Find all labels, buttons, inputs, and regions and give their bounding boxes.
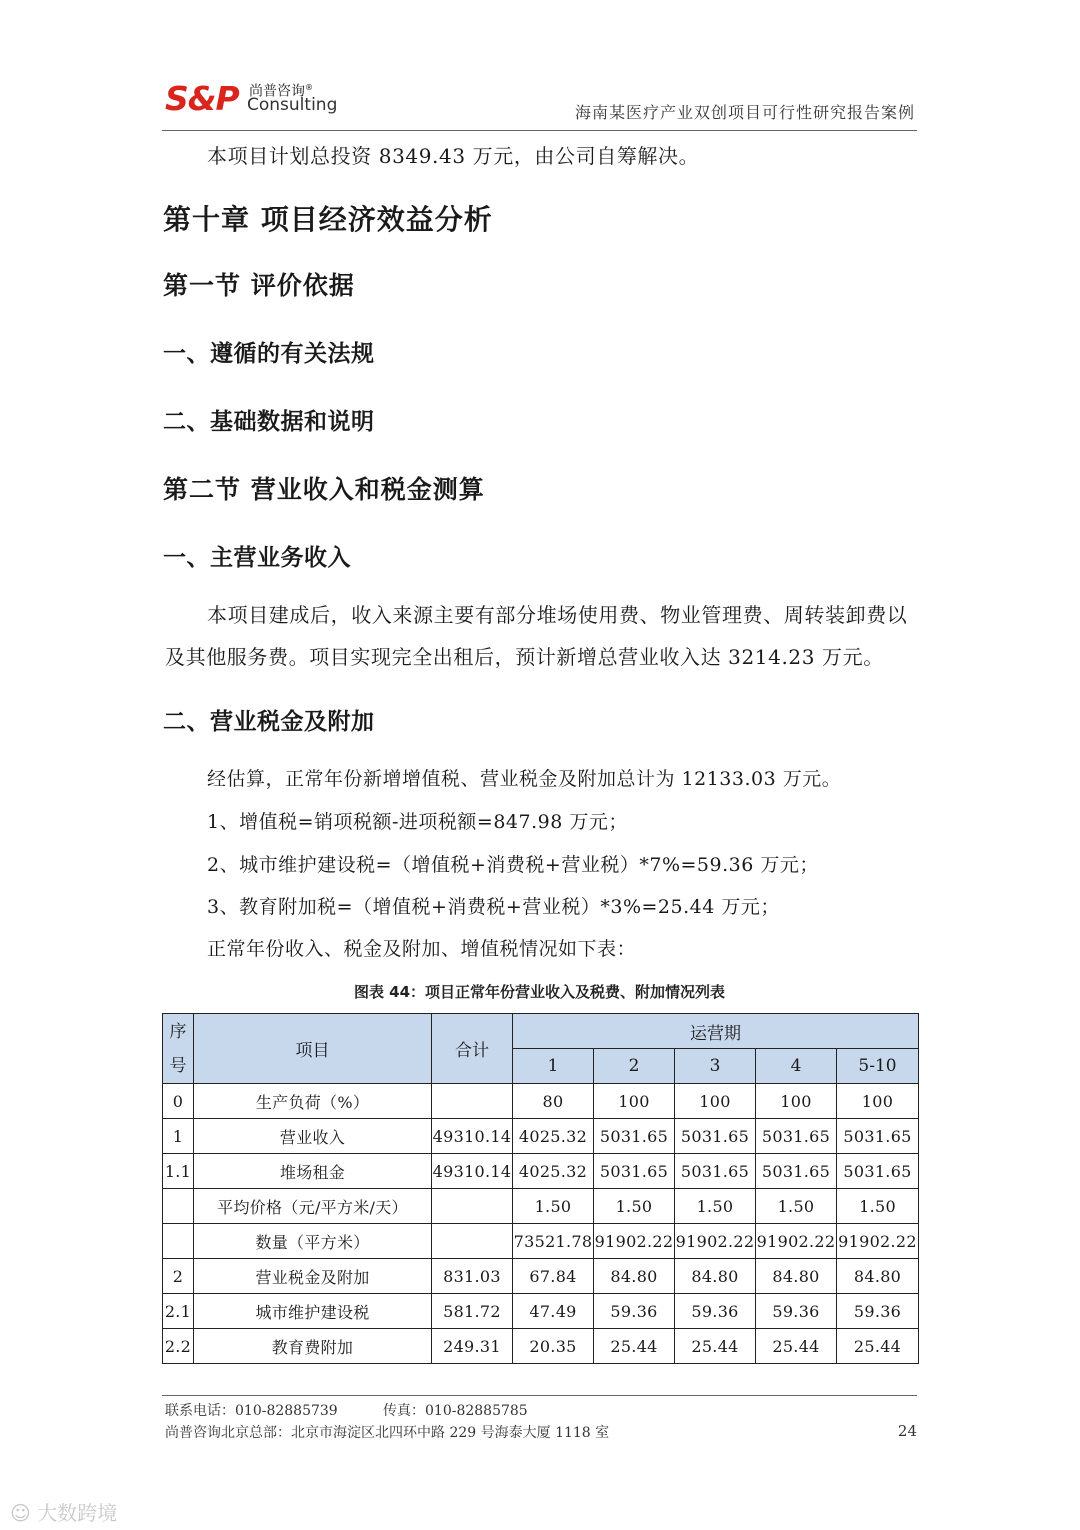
footer-divider — [162, 1395, 917, 1396]
cell-total: 249.31 — [432, 1329, 513, 1364]
cell-value: 1.50 — [513, 1189, 594, 1224]
period-header: 3 — [675, 1049, 756, 1084]
cell-value: 100 — [837, 1084, 919, 1119]
cell-no: 2.2 — [163, 1329, 194, 1364]
chapter-heading: 第十章 项目经济效益分析 — [163, 203, 493, 236]
cell-value: 100 — [675, 1084, 756, 1119]
cell-item: 平均价格（元/平方米/天） — [194, 1189, 432, 1224]
cell-item: 城市维护建设税 — [194, 1294, 432, 1329]
cell-item: 生产负荷（%） — [194, 1084, 432, 1119]
cell-value: 1.50 — [837, 1189, 919, 1224]
cell-value: 1.50 — [756, 1189, 837, 1224]
section-heading: 第一节 评价依据 — [163, 271, 355, 300]
cell-value: 5031.65 — [756, 1154, 837, 1189]
cell-no — [163, 1224, 194, 1259]
period-header: 4 — [756, 1049, 837, 1084]
table-row — [163, 1294, 919, 1329]
cell-value: 5031.65 — [756, 1119, 837, 1154]
cell-total — [432, 1189, 513, 1224]
table-row — [163, 1084, 919, 1119]
period-header: 5-10 — [837, 1049, 919, 1084]
column-header-item: 项目 — [194, 1014, 432, 1084]
footer-phone: 联系电话：010-82885739 — [165, 1403, 338, 1419]
cell-value: 25.44 — [675, 1329, 756, 1364]
cell-no: 2 — [163, 1259, 194, 1294]
logo-english-name: Consulting — [247, 95, 338, 115]
cell-item: 堆场租金 — [194, 1154, 432, 1189]
cell-value: 5031.65 — [837, 1154, 919, 1189]
table-row — [163, 1259, 919, 1294]
table-caption: 图表 44：项目正常年份营业收入及税费、附加情况列表 — [353, 983, 726, 1001]
table-row — [163, 1154, 919, 1189]
cell-value: 59.36 — [837, 1294, 919, 1329]
cell-value: 5031.65 — [675, 1119, 756, 1154]
cell-value: 91902.22 — [756, 1224, 837, 1259]
cell-value: 59.36 — [756, 1294, 837, 1329]
cell-value: 84.80 — [756, 1259, 837, 1294]
table-row — [163, 1224, 919, 1259]
tax-item: 1、增值税=销项税额-进项税额=847.98 万元； — [207, 811, 628, 833]
cell-value: 25.44 — [837, 1329, 919, 1364]
cell-value: 5031.65 — [675, 1154, 756, 1189]
column-header-period: 运营期 — [513, 1014, 919, 1049]
cell-value: 100 — [594, 1084, 675, 1119]
header-divider — [162, 130, 917, 131]
watermark-icon: ☺ — [10, 1501, 31, 1525]
cell-item: 营业税金及附加 — [194, 1259, 432, 1294]
cell-no: 1 — [163, 1119, 194, 1154]
cell-total — [432, 1084, 513, 1119]
cell-value: 91902.22 — [594, 1224, 675, 1259]
cell-value: 59.36 — [675, 1294, 756, 1329]
cell-item: 营业收入 — [194, 1119, 432, 1154]
column-header-no: 序号 — [163, 1014, 194, 1084]
tax-summary: 经估算，正常年份新增增值税、营业税金及附加总计为 12133.03 万元。 — [207, 768, 842, 790]
logo-mark: S&P — [165, 79, 239, 118]
section-heading: 第二节 营业收入和税金测算 — [163, 475, 485, 504]
table-row — [163, 1189, 919, 1224]
cell-total: 831.03 — [432, 1259, 513, 1294]
intro-paragraph: 本项目计划总投资 8349.43 万元，由公司自筹解决。 — [207, 144, 700, 168]
cell-value: 73521.78 — [513, 1224, 594, 1259]
cell-no: 2.1 — [163, 1294, 194, 1329]
table-intro: 正常年份收入、税金及附加、增值税情况如下表： — [207, 938, 637, 960]
subsection-heading: 二、营业税金及附加 — [163, 709, 375, 735]
cell-total: 581.72 — [432, 1294, 513, 1329]
revenue-tax-table — [162, 1013, 919, 1364]
subsection-heading: 一、遵循的有关法规 — [163, 341, 375, 367]
subsection-heading: 二、基础数据和说明 — [163, 409, 375, 435]
cell-value: 84.80 — [837, 1259, 919, 1294]
cell-total: 49310.14 — [432, 1119, 513, 1154]
cell-total — [432, 1224, 513, 1259]
cell-value: 20.35 — [513, 1329, 594, 1364]
cell-value: 25.44 — [756, 1329, 837, 1364]
cell-value: 91902.22 — [675, 1224, 756, 1259]
cell-value: 91902.22 — [837, 1224, 919, 1259]
table-row — [163, 1119, 919, 1154]
cell-item: 数量（平方米） — [194, 1224, 432, 1259]
logo-chinese-name: 尚普咨询® — [249, 83, 313, 100]
page-number: 24 — [897, 1422, 917, 1440]
cell-total: 49310.14 — [432, 1154, 513, 1189]
cell-value: 1.50 — [675, 1189, 756, 1224]
cell-value: 5031.65 — [594, 1119, 675, 1154]
cell-value: 5031.65 — [594, 1154, 675, 1189]
footer-fax: 传真：010-82885785 — [383, 1403, 528, 1419]
cell-value: 1.50 — [594, 1189, 675, 1224]
cell-no: 0 — [163, 1084, 194, 1119]
cell-value: 59.36 — [594, 1294, 675, 1329]
cell-item: 教育费附加 — [194, 1329, 432, 1364]
subsection-heading: 一、主营业务收入 — [163, 545, 351, 571]
cell-value: 84.80 — [675, 1259, 756, 1294]
footer-address: 尚普咨询北京总部：北京市海淀区北四环中路 229 号海泰大厦 1118 室 — [165, 1425, 610, 1441]
tax-item: 3、教育附加税=（增值税+消费税+营业税）*3%=25.44 万元； — [207, 896, 780, 918]
cell-value: 5031.65 — [837, 1119, 919, 1154]
cell-value: 100 — [756, 1084, 837, 1119]
cell-no — [163, 1189, 194, 1224]
period-header: 1 — [513, 1049, 594, 1084]
cell-value: 4025.32 — [513, 1119, 594, 1154]
cell-value: 67.84 — [513, 1259, 594, 1294]
cell-value: 84.80 — [594, 1259, 675, 1294]
revenue-paragraph: 本项目建成后，收入来源主要有部分堆场使用费、物业管理费、周转装卸费以及其他服务费。项目实现完全出租后，预计新增总营业收入达 3214.23 万元。 — [165, 603, 908, 669]
cell-value: 25.44 — [594, 1329, 675, 1364]
watermark: ☺ 大数跨境 — [10, 1501, 118, 1525]
cell-value: 4025.32 — [513, 1154, 594, 1189]
column-header-total: 合计 — [432, 1014, 513, 1084]
tax-item: 2、城市维护建设税=（增值税+消费税+营业税）*7%=59.36 万元； — [207, 854, 819, 876]
report-title: 海南某医疗产业双创项目可行性研究报告案例 — [574, 103, 915, 122]
cell-value: 47.49 — [513, 1294, 594, 1329]
cell-value: 80 — [513, 1084, 594, 1119]
cell-no: 1.1 — [163, 1154, 194, 1189]
period-header: 2 — [594, 1049, 675, 1084]
table-row — [163, 1329, 919, 1364]
